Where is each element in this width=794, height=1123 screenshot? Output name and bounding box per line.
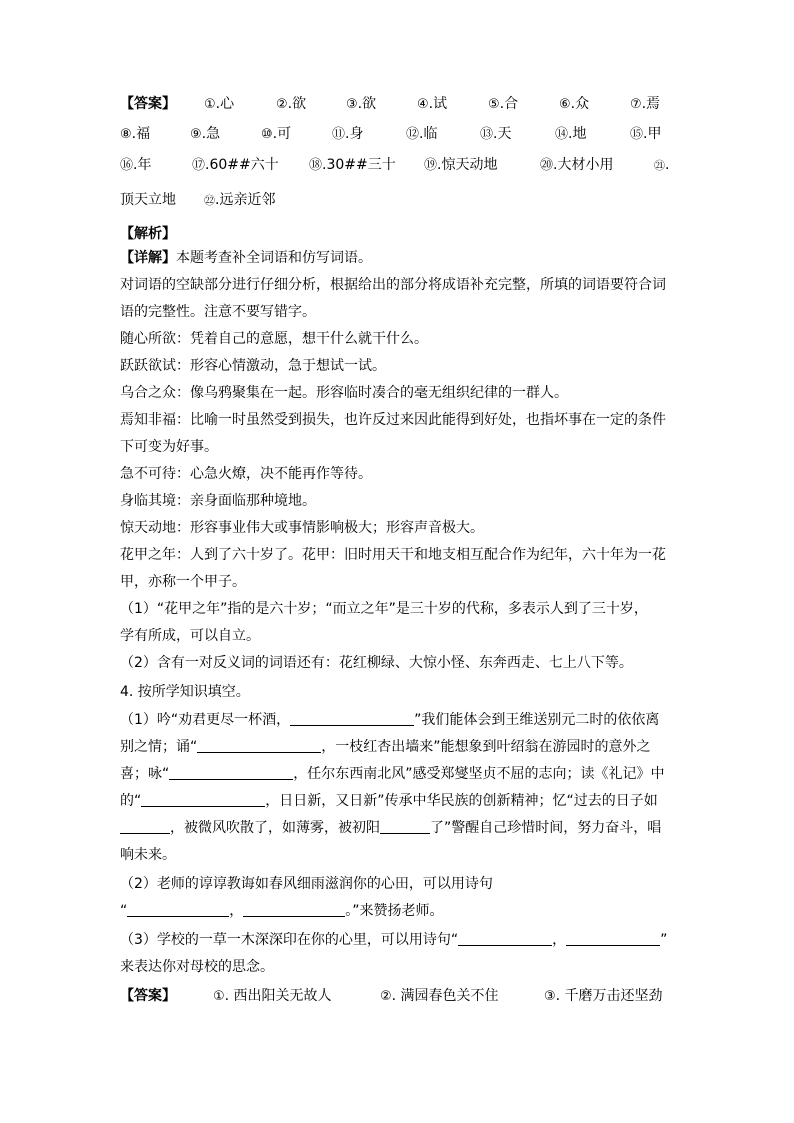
blank-field[interactable] [458,931,552,946]
answer-item: ㉒.远亲近邻 [204,192,276,208]
q4-part1-line: ，被微风吹散了，如薄雾，被初阳 了”警醒自己珍惜时间，努力奋斗，唱 [120,818,661,838]
question-title: 4. 按所学知识填空。 [120,684,250,700]
answer-label-2: 【答案】 [120,988,176,1004]
q4-part1-line: 喜；咏“ ，任尔东西南北风”感受郑燮坚贞不屈的志向；读《礼记》中 [120,766,665,782]
q4-part2-line: （2）老师的谆谆教诲如春风细雨滋润你的心田，可以用诗句 [120,876,493,892]
blank-field[interactable] [169,765,293,780]
analysis-line: 花甲之年：人到了六十岁了。花甲：旧时用天干和地支相互配合作为纪年，六十年为一花 [120,547,666,563]
analysis-line: 跃跃欲试：形容心情激动，急于想试一试。 [120,358,386,374]
q4-part2-line: “ ， 。”来赞扬老师。 [120,903,444,919]
answer-item: ⑰.60##六十 [192,157,279,173]
analysis-line: 惊天动地：形容事业伟大或事情影响极大；形容声音极大。 [120,520,484,536]
answer-item: ⑭.地 [555,126,587,142]
q4-part1-line: 别之情；诵“ ，一枝红杏出墙来”能想象到叶绍翁在游园时的意外之 [120,739,651,755]
answer-item: ④.试 [417,96,448,112]
blank-field[interactable] [127,902,229,917]
q4-part1-line: （1）吟“劝君更尽一杯酒， ”我们能体会到王维送别元二时的依依离 [120,712,660,728]
answer-label-1: 【答案】 [120,96,176,112]
answer-item: ③.欲 [346,96,377,112]
answer-item: ⑲.惊天动地 [424,157,498,173]
answer-item: ⑤.合 [488,96,519,112]
q4-part3-line: （3）学校的一草一木深深印在你的心里，可以用诗句“ ， ” [120,932,668,948]
answer-item: ③. 千磨万击还坚劲 [544,988,663,1004]
analysis-line: 甲，亦称一个甲子。 [120,574,246,590]
analysis-line: 语的完整性。注意不要写错字。 [120,304,316,320]
blank-field[interactable] [290,711,414,726]
answer-item: ⑬.天 [480,126,512,142]
answer-item: ⑧.福 [120,126,151,142]
answer-item: ②.欲 [276,96,307,112]
answer-item: ⑫.临 [406,126,438,142]
answer-item: ⑱.30##三十 [309,157,396,173]
answer-item: ⑨.急 [190,126,221,142]
analysis-line: 乌合之众：像乌鸦聚集在一起。形容临时凑合的毫无组织纪律的一群人。 [120,385,568,401]
analysis-line: （2）含有一对反义词的词语还有：花红柳绿、大惊小怪、东奔西走、七上八下等。 [120,655,633,671]
analysis-line: 下可变为好事。 [120,439,218,455]
analysis-line: 急不可待：心急火燎，决不能再作等待。 [120,466,372,482]
analysis-line: （1）“花甲之年”指的是六十岁；“而立之年”是三十岁的代称，多表示人到了三十岁， [120,601,648,617]
analysis-line: 焉知非福：比喻一时虽然受到损失，也许反过来因此能得到好处，也指坏事在一定的条件 [120,412,666,428]
answer-item: ⑯.年 [120,157,152,173]
blank-field[interactable] [566,931,660,946]
analysis-line: 身临其境：亲身面临那种境地。 [120,493,316,509]
answer-item: ⑳.大材小用 [540,157,614,173]
blank-field[interactable] [120,819,170,834]
answer-item: ⑦.焉 [630,96,661,112]
analysis-line: 学有所成，可以自立。 [120,628,260,644]
blank-field[interactable] [380,819,430,834]
analysis-intro: 【详解】本题考查补全词语和仿写词语。 [120,250,372,266]
blank-field[interactable] [141,792,265,807]
answer-item: ㉑. [654,157,670,173]
answer-item: ⑮.甲 [630,126,662,142]
analysis-line: 随心所欲：凭着自己的意愿，想干什么就干什么。 [120,331,428,347]
q4-part3-line: 来表达你对母校的思念。 [120,959,274,975]
q4-part1-line: 响未来。 [120,847,176,863]
answer-item: ②. 满园春色关不住 [380,988,499,1004]
analysis-label: 【解析】 [120,226,176,242]
answer-item: 顶天立地 [120,192,176,208]
answer-item: ⑪.身 [332,126,364,142]
q4-part1-line: 的“ ，日日新，又日新”传承中华民族的创新精神；忆“过去的日子如 [120,793,658,809]
answer-item: ①.心 [204,96,235,112]
answer-item: ⑥.众 [559,96,590,112]
answer-item: ①. 西出阳关无故人 [213,988,332,1004]
blank-field[interactable] [243,902,345,917]
answer-item: ⑩.可 [261,126,292,142]
blank-field[interactable] [197,738,321,753]
analysis-line: 对词语的空缺部分进行仔细分析，根据给出的部分将成语补充完整，所填的词语要符合词 [120,277,666,293]
